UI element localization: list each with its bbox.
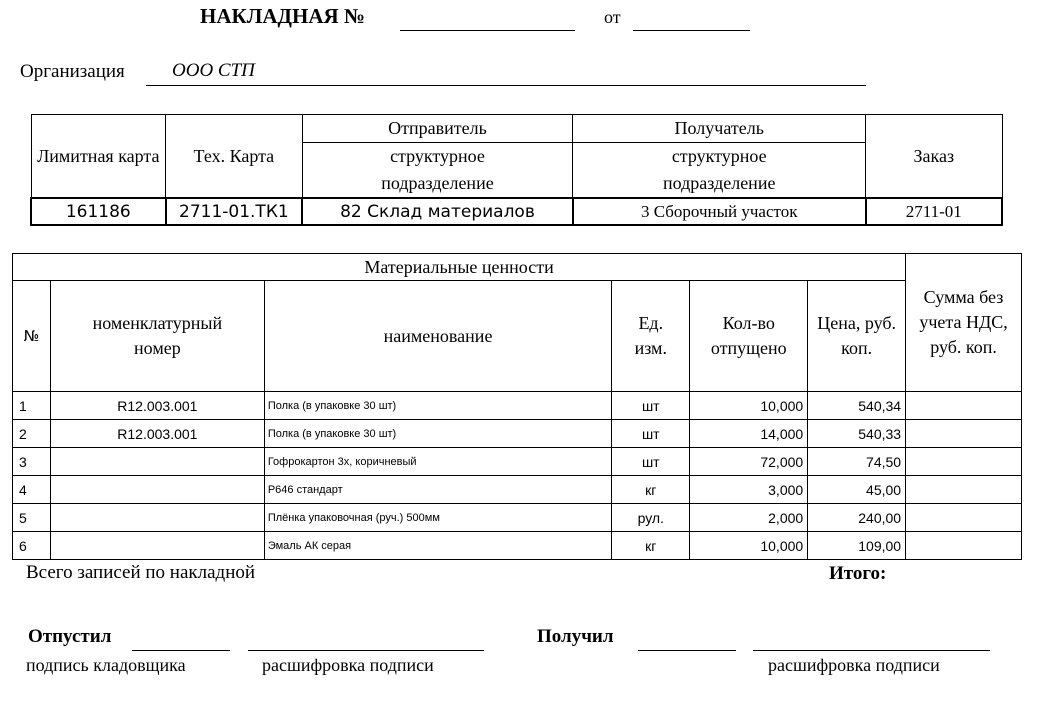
name-cell[interactable]: Плёнка упаковочная (руч.) 500мм	[264, 504, 611, 532]
nomenclature-cell[interactable]: R12.003.001	[50, 392, 264, 420]
qty-cell[interactable]: 14,000	[690, 420, 808, 448]
row-num-cell[interactable]: 5	[13, 504, 51, 532]
row-num-cell[interactable]: 6	[13, 532, 51, 560]
unit-cell[interactable]: кг	[612, 476, 690, 504]
header-nomenclature: номенклатурный номер	[50, 281, 264, 392]
released-signature-field[interactable]	[132, 650, 230, 651]
header-receiver-unit: структурное подразделение	[573, 143, 866, 199]
document-title: НАКЛАДНАЯ №	[200, 4, 366, 28]
total-label: Итого:	[829, 563, 887, 584]
items-table	[12, 253, 1022, 560]
header-sum: Сумма без учета НДС, руб. коп.	[906, 254, 1022, 392]
sender-value[interactable]: 82 Склад материалов	[302, 198, 573, 225]
receiver-value[interactable]: 3 Сборочный участок	[573, 198, 866, 225]
header-name: наименование	[264, 281, 611, 392]
header-tech-card: Тех. Карта	[166, 115, 303, 199]
unit-cell[interactable]: шт	[612, 392, 690, 420]
unit-cell[interactable]: шт	[612, 448, 690, 476]
sum-cell[interactable]	[906, 476, 1022, 504]
qty-cell[interactable]: 10,000	[690, 532, 808, 560]
released-label: Отпустил	[28, 626, 112, 647]
header-order: Заказ	[866, 115, 1002, 199]
received-signature-field[interactable]	[638, 650, 736, 651]
table-row	[13, 532, 1022, 560]
table-row	[13, 392, 1022, 420]
qty-cell[interactable]: 72,000	[690, 448, 808, 476]
name-cell[interactable]: Полка (в упаковке 30 шт)	[264, 392, 611, 420]
organization-field-line	[146, 85, 866, 86]
price-cell[interactable]: 45,00	[808, 476, 906, 504]
storekeeper-signature-caption: подпись кладовщика	[26, 655, 186, 675]
released-decode-field[interactable]	[248, 650, 484, 651]
nomenclature-cell[interactable]	[50, 476, 264, 504]
order-value[interactable]: 2711-01	[866, 198, 1002, 225]
price-cell[interactable]: 540,34	[808, 392, 906, 420]
date-label: от	[604, 7, 621, 27]
name-cell[interactable]: Полка (в упаковке 30 шт)	[264, 420, 611, 448]
organization-value[interactable]: ООО СТП	[172, 60, 255, 81]
received-label: Получил	[537, 626, 614, 647]
name-cell[interactable]: Эмаль АК серая	[264, 532, 611, 560]
table-row	[13, 476, 1022, 504]
tech-card-value[interactable]: 2711-01.ТК1	[166, 198, 303, 225]
header-receiver: Получатель	[573, 115, 866, 143]
price-cell[interactable]: 74,50	[808, 448, 906, 476]
header-unit: Ед. изм.	[612, 281, 690, 392]
nomenclature-cell[interactable]	[50, 448, 264, 476]
nomenclature-cell[interactable]: R12.003.001	[50, 420, 264, 448]
name-cell[interactable]: Р646 стандарт	[264, 476, 611, 504]
header-sender-unit: структурное подразделение	[302, 143, 573, 199]
table-row	[13, 448, 1022, 476]
invoice-number-field[interactable]	[400, 30, 575, 31]
row-num-cell[interactable]: 4	[13, 476, 51, 504]
qty-cell[interactable]: 10,000	[690, 392, 808, 420]
limit-card-value[interactable]: 161186	[31, 198, 166, 225]
header-limit-card: Лимитная карта	[31, 115, 166, 199]
name-cell[interactable]: Гофрокартон 3х, коричневый	[264, 448, 611, 476]
price-cell[interactable]: 540,33	[808, 420, 906, 448]
unit-cell[interactable]: рул.	[612, 504, 690, 532]
row-num-cell[interactable]: 1	[13, 392, 51, 420]
qty-cell[interactable]: 2,000	[690, 504, 808, 532]
header-price: Цена, руб. коп.	[808, 281, 906, 392]
total-records-label: Всего записей по накладной	[26, 562, 256, 583]
released-decode-caption: расшифровка подписи	[262, 655, 434, 675]
header-num: №	[13, 281, 51, 392]
group-header-materials: Материальные ценности	[13, 254, 906, 281]
row-num-cell[interactable]: 3	[13, 448, 51, 476]
header-sender: Отправитель	[302, 115, 573, 143]
sum-cell[interactable]	[906, 392, 1022, 420]
row-num-cell[interactable]: 2	[13, 420, 51, 448]
table-row	[13, 504, 1022, 532]
sum-cell[interactable]	[906, 504, 1022, 532]
price-cell[interactable]: 240,00	[808, 504, 906, 532]
unit-cell[interactable]: шт	[612, 420, 690, 448]
header-qty: Кол-во отпущено	[690, 281, 808, 392]
received-decode-field[interactable]	[753, 650, 990, 651]
qty-cell[interactable]: 3,000	[690, 476, 808, 504]
nomenclature-cell[interactable]	[50, 532, 264, 560]
sum-cell[interactable]	[906, 420, 1022, 448]
price-cell[interactable]: 109,00	[808, 532, 906, 560]
organization-label: Организация	[20, 61, 125, 82]
invoice-date-field[interactable]	[633, 30, 750, 31]
received-decode-caption: расшифровка подписи	[768, 655, 940, 675]
nomenclature-cell[interactable]	[50, 504, 264, 532]
sum-cell[interactable]	[906, 532, 1022, 560]
unit-cell[interactable]: кг	[612, 532, 690, 560]
sum-cell[interactable]	[906, 448, 1022, 476]
table-row	[13, 420, 1022, 448]
transfer-table	[30, 114, 1003, 226]
